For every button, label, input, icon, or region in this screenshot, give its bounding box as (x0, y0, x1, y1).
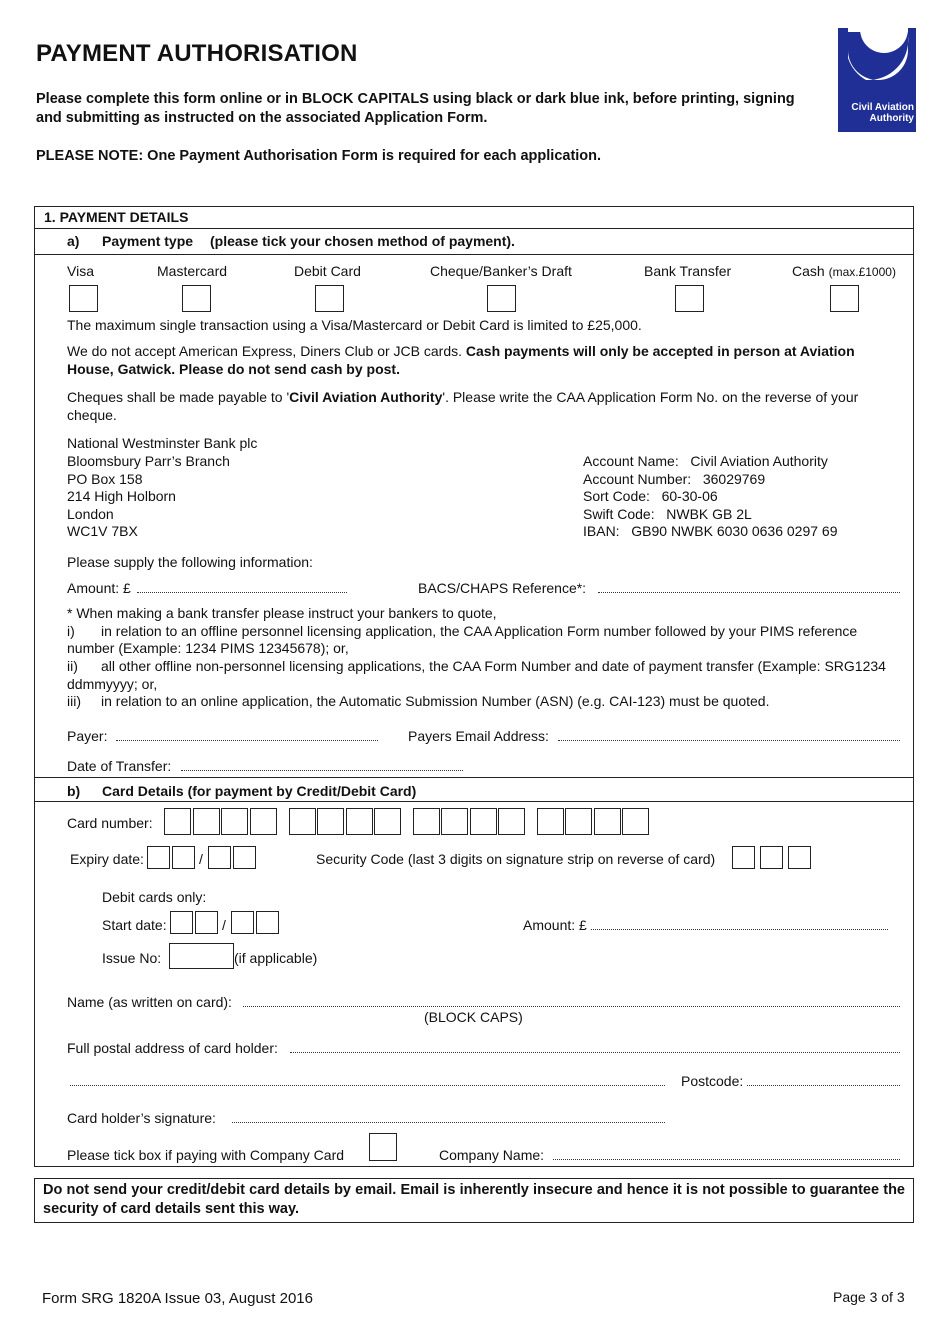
method-cheque-label: Cheque/Banker’s Draft (430, 263, 572, 279)
page-title: PAYMENT AUTHORISATION (36, 40, 358, 67)
amount-label: Amount: £ (67, 580, 131, 596)
card-digit-box[interactable] (470, 808, 497, 835)
company-card-label: Please tick box if paying with Company Card (67, 1147, 345, 1163)
cards-notice: We do not accept American Express, Diners Club or JCB cards. Cash payments will only be accepted in person at Aviation House, Gatwick. Please do not send cash by post. (67, 343, 855, 377)
footnote-text: in relation to an offline personnel licensing application, the CAA Application Form number followed by your PIMS reference (101, 623, 858, 639)
debit-cards-only-label: Debit cards only: (102, 889, 207, 905)
issue-no-note: (if applicable) (234, 950, 318, 966)
page-number: Page 3 of 3 (833, 1289, 905, 1305)
payer-label: Payer: (67, 728, 108, 744)
method-visa-label: Visa (67, 263, 94, 279)
bank-address-line: 214 High Holborn (67, 488, 176, 504)
security-digit-box[interactable] (732, 846, 755, 869)
date-of-transfer-field[interactable] (181, 770, 463, 771)
email-warning: Do not send your credit/debit card details by email. Email is inherently insecure and hence it is not possible to guarantee the security of card details sent this way. (34, 1178, 914, 1223)
postcode-field[interactable] (747, 1085, 900, 1086)
logo-line-2: Authority (869, 113, 914, 124)
note-text: PLEASE NOTE: One Payment Authorisation Form is required for each application. (36, 148, 602, 164)
address-field-line-1[interactable] (290, 1052, 900, 1053)
date-separator: / (199, 851, 203, 867)
card-digit-box[interactable] (413, 808, 440, 835)
card-digit-box[interactable] (565, 808, 592, 835)
cheque-notice: Cheques shall be made payable to 'Civil Aviation Authority'. Please write the CAA Application Form No. on the reverse of your cheque. (67, 389, 859, 423)
company-name-field[interactable] (553, 1159, 900, 1160)
card-digit-box[interactable] (221, 808, 248, 835)
bank-address-line: WC1V 7BX (67, 523, 138, 539)
swift-code: Swift Code: NWBK GB 2L (583, 506, 752, 522)
intro-text: Please complete this form online or in BLOCK CAPITALS using black or dark blue ink, before printing, signing and submitting as instructed on the associated Application Form. (36, 91, 795, 126)
limit-text: The maximum single transaction using a Visa/Mastercard or Debit Card is limited to £25,000. (67, 317, 642, 333)
footnote-continuation: ddmmyyyy; or, (67, 676, 158, 692)
cardholder-name-field[interactable] (243, 1006, 900, 1007)
company-card-checkbox[interactable] (369, 1133, 397, 1161)
section-a-letter: a) (67, 233, 80, 249)
account-number: Account Number: 36029769 (583, 471, 766, 487)
payment-type-note: (please tick your chosen method of payment). (210, 233, 515, 249)
footnote-text: all other offline non-personnel licensing applications, the CAA Form Number and date of payment transfer (Example: SRG1234 (101, 658, 886, 674)
card-digit-box[interactable] (537, 808, 564, 835)
card-digit-box[interactable] (622, 808, 649, 835)
expiry-date-label: Expiry date: (70, 851, 144, 867)
address-label: Full postal address of card holder: (67, 1040, 278, 1056)
expiry-digit-box[interactable] (233, 846, 256, 869)
footnote-number: iii) (67, 693, 81, 709)
issue-no-label: Issue No: (102, 950, 162, 966)
security-digit-box[interactable] (760, 846, 783, 869)
card-digit-box[interactable] (317, 808, 344, 835)
card-digit-box[interactable] (441, 808, 468, 835)
footnote-continuation: number (Example: 1234 PIMS 12345678); or, (67, 640, 349, 656)
start-digit-box[interactable] (195, 911, 218, 934)
card-digit-box[interactable] (250, 808, 277, 835)
bank-transfer-checkbox[interactable] (675, 285, 704, 312)
card-digit-box[interactable] (289, 808, 316, 835)
start-digit-box[interactable] (256, 911, 279, 934)
bacs-reference-field[interactable] (598, 592, 900, 593)
cash-checkbox[interactable] (830, 285, 859, 312)
supply-info-text: Please supply the following information: (67, 554, 313, 570)
start-digit-box[interactable] (170, 911, 193, 934)
bacs-reference-label: BACS/CHAPS Reference*: (418, 580, 587, 596)
card-number-label: Card number: (67, 815, 153, 831)
caa-logo (838, 28, 916, 132)
payment-type-heading: Payment type (102, 233, 194, 249)
debit-card-checkbox[interactable] (315, 285, 344, 312)
footnote-number: ii) (67, 658, 78, 674)
method-debit-label: Debit Card (294, 263, 361, 279)
signature-label: Card holder’s signature: (67, 1110, 216, 1126)
form-reference: Form SRG 1820A Issue 03, August 2016 (42, 1290, 313, 1307)
issue-no-input[interactable] (169, 943, 234, 969)
postcode-label: Postcode: (681, 1073, 744, 1089)
method-bank-transfer-label: Bank Transfer (644, 263, 732, 279)
logo-line-1: Civil Aviation (851, 102, 914, 113)
sort-code: Sort Code: 60-30-06 (583, 488, 718, 504)
company-name-label: Company Name: (439, 1147, 545, 1163)
security-code-label: Security Code (last 3 digits on signature strip on reverse of card) (316, 851, 716, 867)
visa-checkbox[interactable] (69, 285, 98, 312)
card-details-heading: Card Details (for payment by Credit/Debit Card) (102, 783, 417, 799)
footnote-number: i) (67, 623, 75, 639)
expiry-digit-box[interactable] (147, 846, 170, 869)
payer-email-field[interactable] (558, 740, 900, 741)
cheque-checkbox[interactable] (487, 285, 516, 312)
card-digit-box[interactable] (346, 808, 373, 835)
card-digit-box[interactable] (498, 808, 525, 835)
footnote-intro: * When making a bank transfer please instruct your bankers to quote, (67, 605, 497, 621)
card-digit-box[interactable] (164, 808, 191, 835)
method-cash-label: Cash (max.£1000) (792, 263, 896, 279)
section-b-letter: b) (67, 783, 81, 799)
cardholder-name-label: Name (as written on card): (67, 994, 232, 1010)
debit-amount-field[interactable] (591, 929, 888, 930)
signature-field[interactable] (232, 1122, 665, 1123)
card-digit-box[interactable] (594, 808, 621, 835)
section-header: 1. PAYMENT DETAILS (44, 209, 189, 225)
start-date-label: Start date: (102, 917, 167, 933)
card-digit-box[interactable] (374, 808, 401, 835)
block-caps-note: (BLOCK CAPS) (424, 1009, 523, 1025)
bank-address-line: Bloomsbury Parr’s Branch (67, 453, 230, 469)
mastercard-checkbox[interactable] (182, 285, 211, 312)
security-digit-box[interactable] (788, 846, 811, 869)
debit-amount-label: Amount: £ (523, 917, 587, 933)
card-digit-box[interactable] (193, 808, 220, 835)
amount-field[interactable] (137, 592, 347, 593)
payer-field[interactable] (116, 740, 378, 741)
iban: IBAN: GB90 NWBK 6030 0636 0297 69 (583, 523, 838, 539)
bank-address-line: PO Box 158 (67, 471, 143, 487)
bank-address-line: National Westminster Bank plc (67, 435, 258, 451)
footnote-text: in relation to an online application, the Automatic Submission Number (ASN) (e.g. CAI-123) must be quoted. (101, 693, 770, 709)
date-separator: / (222, 917, 226, 933)
expiry-digit-box[interactable] (208, 846, 231, 869)
date-of-transfer-label: Date of Transfer: (67, 758, 172, 774)
payer-email-label: Payers Email Address: (408, 728, 549, 744)
start-digit-box[interactable] (231, 911, 254, 934)
expiry-digit-box[interactable] (172, 846, 195, 869)
account-name: Account Name: Civil Aviation Authority (583, 453, 828, 469)
method-mastercard-label: Mastercard (157, 263, 228, 279)
bank-address-line: London (67, 506, 114, 522)
address-field-line-2[interactable] (70, 1085, 665, 1086)
